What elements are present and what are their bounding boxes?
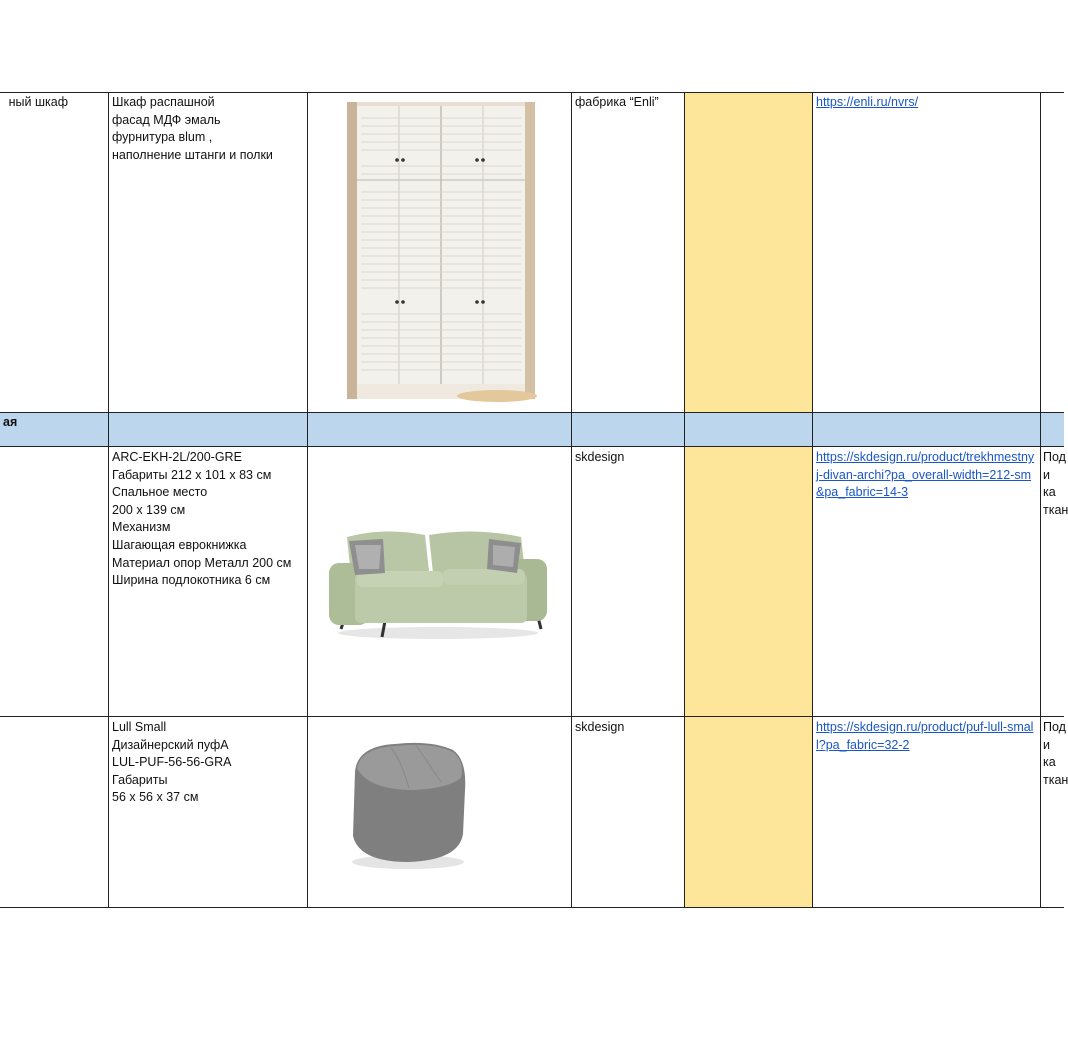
item-description-cell: Lull Small Дизайнерский пуфА LUL-PUF-56-56-GRA Габариты 56 х 56 х 37 см: [112, 720, 232, 805]
item-description-cell: Шкаф распашной фасад МДФ эмаль фурнитура вlum , наполнение штанги и полки: [112, 95, 273, 162]
note-cell: Под и ка ткан: [1043, 720, 1068, 787]
product-link[interactable]: https://skdesign.ru/product/puf-lull-small?pa_fabric=32-2: [816, 720, 1034, 752]
product-link[interactable]: https://skdesign.ru/product/trekhmestnyj-divan-archi?pa_overall-width=212-sm&pa_fabric=14-3: [816, 450, 1035, 500]
price-column-fill-row3: [685, 447, 812, 717]
section-title: ая: [3, 415, 18, 429]
grid-line: [0, 716, 1064, 717]
pouf-image: [345, 738, 471, 872]
item-description-cell: ARC-EKH-2L/200-GRE Габариты 212 х 101 х 83 см Спальное место 200 х 139 см Механизм Шагающая еврокнижка Материал опор Металл 200 см Ширина подлокотника 6 см: [112, 450, 292, 588]
note-cell: Под и ка ткан: [1043, 450, 1068, 517]
supplier-cell: skdesign: [575, 720, 625, 734]
grid-line: [0, 907, 1064, 908]
grid-line: [307, 92, 308, 908]
grid-line: [684, 92, 685, 908]
item-name-cell: ный шкаф: [8, 95, 68, 109]
wardrobe-image: [347, 102, 535, 399]
product-link[interactable]: https://enli.ru/nvrs/: [816, 95, 919, 109]
grid-line: [571, 92, 572, 908]
grid-line: [0, 446, 1064, 447]
sofa-image: [325, 525, 551, 643]
section-row-fill: [0, 413, 1064, 447]
supplier-cell: skdesign: [575, 450, 625, 464]
price-column-fill-row4: [685, 717, 812, 908]
supplier-cell: фабрика “Enli”: [575, 95, 659, 109]
price-column-fill-row1: [685, 93, 812, 413]
grid-line: [0, 412, 1064, 413]
